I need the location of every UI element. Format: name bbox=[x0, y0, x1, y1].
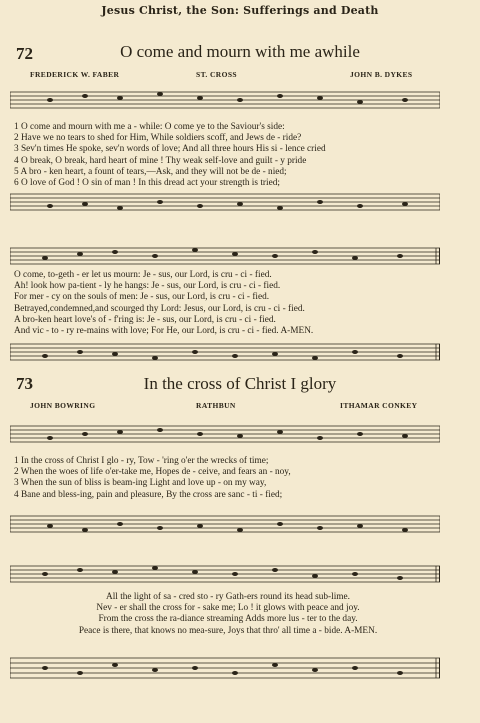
hymn-72-title: O come and mourn with me awhile bbox=[120, 42, 360, 61]
hymn-73-verse-3: 3 When the sun of bliss is beam-ing Light and love up - on my way, bbox=[14, 478, 267, 489]
hymn-73-refrains bbox=[8, 592, 448, 637]
hymn-72-author: FREDERICK W. FABER bbox=[30, 70, 120, 79]
hymn-72-refrain-6: And vic - to - ry re-mains with love; For He, our Lord, is cru - ci - fied. A-MEN. bbox=[14, 326, 314, 337]
hymn-73-verse-1: 1 In the cross of Christ I glo - ry, Tow - 'ring o'er the wrecks of time; bbox=[14, 456, 269, 466]
hymn-72-staff-2-treble bbox=[10, 246, 440, 266]
hymn-73-refrain-1: All the light of sa - cred sto - ry Gath-ers round its head sub-lime. bbox=[106, 592, 350, 602]
hymn-73-staff-2-treble bbox=[10, 564, 440, 584]
hymn-72-verse-1: 1 O come and mourn with me a - while: O come ye to the Saviour's side: bbox=[14, 122, 285, 132]
hymn-73-refrain-4: Peace is there, that knows no mea-sure, Joys that thro' all time a - bide. A-MEN. bbox=[78, 625, 378, 636]
hymn-72-staff-2-bass bbox=[10, 342, 440, 362]
hymn-73-tune: RATHBUN bbox=[196, 401, 236, 410]
hymn-73-refrain-3: From the cross the ra-diance streaming Adds more lus - ter to the day. bbox=[98, 614, 358, 625]
hymn-72-refrain-4: Betrayed,condemned,and scourged thy Lord: Jesus, our Lord, is cru - ci - fied. bbox=[14, 303, 305, 314]
hymn-73-verse-2: 2 When the woes of life o'er-take me, Hopes de - ceive, and fears an - noy, bbox=[14, 467, 291, 478]
hymn-73-staff-1-bass bbox=[10, 514, 440, 534]
hymn-73-title: In the cross of Christ I glory bbox=[143, 374, 337, 393]
hymn-72-staff-1-bass bbox=[10, 192, 440, 212]
hymn-72-composer: JOHN B. DYKES bbox=[350, 70, 413, 79]
hymn-73-refrain-2: Nev - er shall the cross for - sake me; Lo ! it glows with peace and joy. bbox=[96, 603, 360, 614]
hymn-72-refrain-2: Ah! look how pa-tient - ly he hangs: Je - sus, our Lord, is cru - ci - fied. bbox=[14, 281, 281, 292]
hymn-72-verse-2: 2 Have we no tears to shed for Him, While soldiers scoff, and Jews de - ride? bbox=[14, 133, 302, 144]
hymn-72-verse-5: 5 A bro - ken heart, a fount of tears,—Ask, and they will not be de - nied; bbox=[14, 166, 287, 177]
hymn-72-refrain-1: O come, to-geth - er let us mourn: Je - sus, our Lord, is cru - ci - fied. bbox=[14, 270, 272, 280]
hymn-72-refrains bbox=[14, 270, 446, 337]
hymn-72-verse-4: 4 O break, O break, hard heart of mine ! Thy weak self-love and guilt - y pride bbox=[14, 155, 307, 166]
hymn-72-staff-1-treble bbox=[10, 90, 440, 110]
hymn-72-refrain-5: A bro-ken heart love's of - f'ring is: Je - sus, our Lord, is cru - ci - fied. bbox=[14, 314, 276, 325]
hymn-73-verse-4: 4 Bane and bless-ing, pain and pleasure, By the cross are sanc - ti - fied; bbox=[14, 489, 283, 500]
hymn-72-number: 72 bbox=[16, 44, 33, 63]
hymn-73-number: 73 bbox=[16, 374, 33, 393]
hymn-72-verse-3: 3 Sev'n times He spoke, sev'n words of love; And all three hours His si - lence cried bbox=[14, 144, 326, 155]
hymn-73-verses bbox=[14, 456, 446, 501]
hymn-73-author: JOHN BOWRING bbox=[30, 401, 96, 410]
hymn-72-tune: ST. CROSS bbox=[196, 70, 237, 79]
hymn-72-refrain-3: For mer - cy on the souls of men: Je - sus, our Lord, is cru - ci - fied. bbox=[14, 292, 270, 303]
hymn-72-verses bbox=[14, 122, 446, 189]
hymn-73-staff-2-bass bbox=[10, 652, 440, 680]
hymn-72-verse-6: 6 O love of God ! O sin of man ! In this dread act your strength is tried; bbox=[14, 178, 280, 189]
hymn-73-composer: ITHAMAR CONKEY bbox=[340, 401, 418, 410]
page-header: Jesus Christ, the Son: Sufferings and Death bbox=[101, 4, 379, 17]
hymn-73-staff-1-treble bbox=[10, 424, 440, 444]
